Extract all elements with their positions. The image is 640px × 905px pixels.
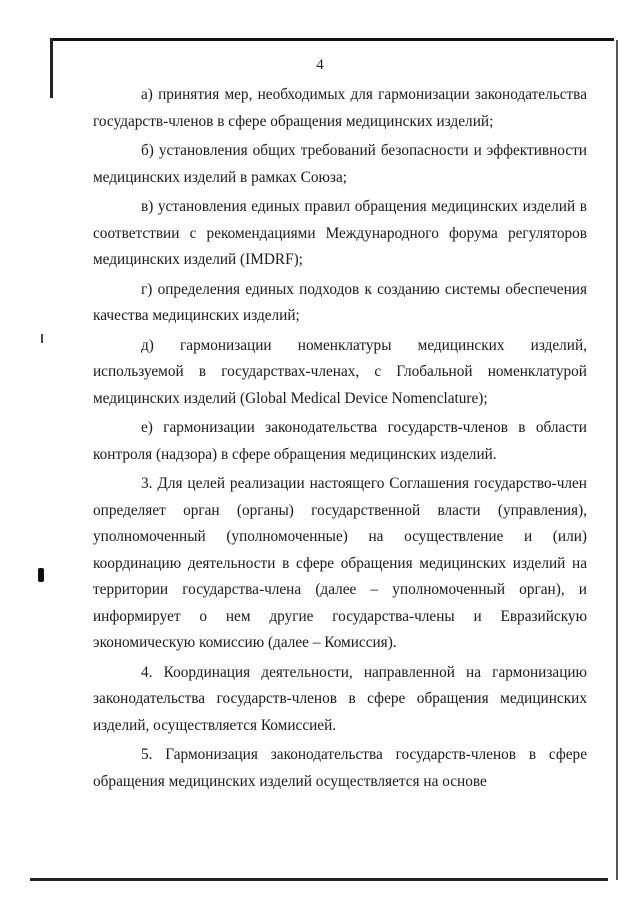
scan-artifact-mark xyxy=(41,334,43,343)
paragraph-section-3: 3. Для целей реализации настоящего Соглашения государство-член определяет орган (органы) государственной власти (управления), уполномоченный (уполномоченные) на осуществление и (или) координацию деятельности в сфере обращения медицинских изделий на территории государства-члена (далее – уполномоченный орган), и информирует о нем другие государства-члены и Евразийскую экономическую комиссию (далее – Комиссия). xyxy=(93,475,587,651)
paragraph-section-5: 5. Гармонизация законодательства государств-членов в сфере обращения медицинских изделий осуществляется на основе xyxy=(93,746,587,790)
scan-border-top xyxy=(52,38,614,41)
scan-border-right xyxy=(616,40,618,880)
document-body xyxy=(93,82,587,798)
paragraph-item-a: а) принятия мер, необходимых для гармонизации законодательства государств-членов в сфере обращения медицинских изделий; xyxy=(93,86,587,130)
paragraph-item-d: г) определения единых подходов к созданию системы обеспечения качества медицинских изделий; xyxy=(93,280,587,324)
paragraph-item-c: в) установления единых правил обращения медицинских изделий в соответствии с рекомендациями Международного форума регуляторов медицинских изделий (IMDRF); xyxy=(93,198,587,268)
binder-hole-mark xyxy=(38,568,44,582)
paragraph-section-4: 4. Координация деятельности, направленной на гармонизацию законодательства государств-членов в сфере обращения медицинских изделий, осуществляется Комиссией. xyxy=(93,663,587,734)
scan-border-bottom xyxy=(30,878,608,881)
paragraph-item-e: д) гармонизации номенклатуры медицинских изделий, используемой в государствах-членах, с Глобальной номенклатурой медицинских изделий (Global Medical Device Nomenclature); xyxy=(93,336,587,407)
paragraph-item-f: е) гармонизации законодательства государств-членов в области контроля (надзора) в сфере обращения медицинских изделий. xyxy=(93,419,587,463)
page-number: 4 xyxy=(316,57,324,73)
paragraph-item-b: б) установления общих требований безопасности и эффективности медицинских изделий в рамках Союза; xyxy=(93,142,587,186)
